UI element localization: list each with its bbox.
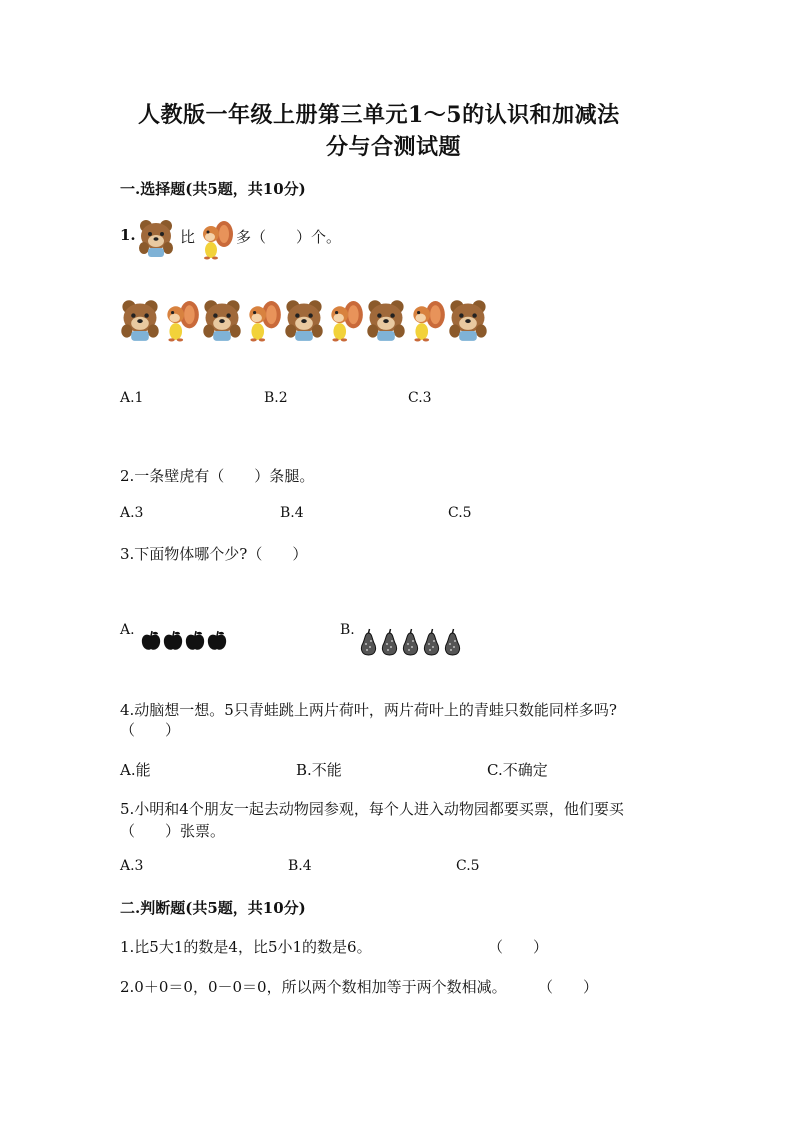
question-2-option-c[interactable]: C.5 bbox=[448, 505, 472, 521]
question-4-text-line1: 4.动脑想一想。5只青蛙跳上两片荷叶，两片荷叶上的青蛙只数能同样多吗? bbox=[120, 701, 617, 719]
question-1-picture-row bbox=[120, 302, 510, 346]
question-5-text-line2: （ ）张票。 bbox=[120, 822, 226, 840]
question-1-number: 1. bbox=[120, 226, 136, 244]
question-2-option-a[interactable]: A.3 bbox=[120, 505, 144, 521]
bear-image bbox=[448, 298, 488, 346]
squirrel-image bbox=[326, 300, 364, 346]
question-5-option-c[interactable]: C.5 bbox=[456, 858, 480, 874]
judgement-1-text: 1.比5大1的数是4，比5小1的数是6。 bbox=[120, 938, 372, 956]
question-4-text-line2: （ ） bbox=[120, 721, 181, 739]
pear-icon bbox=[358, 628, 379, 660]
apple-icon bbox=[162, 630, 184, 656]
pear-icon bbox=[442, 628, 463, 660]
question-2-option-b[interactable]: B.4 bbox=[280, 505, 304, 521]
question-4-option-b[interactable]: B.不能 bbox=[296, 761, 342, 779]
squirrel-image bbox=[198, 220, 234, 260]
bear-image bbox=[202, 298, 242, 346]
question-1-rest: 多（ ）个。 bbox=[236, 228, 342, 246]
page-title-line1: 人教版一年级上册第三单元1～5的认识和加减法 bbox=[138, 102, 620, 128]
judgement-1-blank[interactable]: （ ） bbox=[488, 938, 549, 956]
squirrel-image bbox=[162, 300, 200, 346]
apple-icon bbox=[140, 630, 162, 656]
judgement-2-blank[interactable]: （ ） bbox=[538, 978, 599, 996]
bear-image bbox=[366, 298, 406, 346]
pear-icon bbox=[421, 628, 442, 660]
bear-image bbox=[138, 218, 174, 258]
question-3-option-a[interactable]: A. bbox=[120, 622, 135, 638]
question-5-option-a[interactable]: A.3 bbox=[120, 858, 144, 874]
squirrel-image bbox=[408, 300, 446, 346]
section-heading-choice: 一.选择题(共5题，共10分) bbox=[120, 180, 306, 198]
question-1-option-b[interactable]: B.2 bbox=[264, 390, 288, 406]
question-3-option-b[interactable]: B. bbox=[340, 622, 355, 638]
question-4-option-a[interactable]: A.能 bbox=[120, 761, 151, 779]
bear-image bbox=[284, 298, 324, 346]
question-4-option-c[interactable]: C.不确定 bbox=[487, 761, 548, 779]
apple-icon bbox=[206, 630, 228, 656]
apple-icon bbox=[184, 630, 206, 656]
question-2-text: 2.一条壁虎有（ ）条腿。 bbox=[120, 467, 315, 485]
question-1-word-bi: 比 bbox=[180, 228, 196, 246]
pear-group bbox=[358, 628, 468, 658]
question-3-text: 3.下面物体哪个少?（ ） bbox=[120, 545, 308, 563]
pear-icon bbox=[379, 628, 400, 660]
question-5-option-b[interactable]: B.4 bbox=[288, 858, 312, 874]
pear-icon bbox=[400, 628, 421, 660]
judgement-2-text: 2.0＋0＝0，0－0＝0，所以两个数相加等于两个数相减。 bbox=[120, 978, 507, 996]
section-heading-judgement: 二.判断题(共5题，共10分) bbox=[120, 899, 306, 917]
squirrel-image bbox=[244, 300, 282, 346]
page-title-line2: 分与合测试题 bbox=[326, 134, 462, 160]
question-1-option-a[interactable]: A.1 bbox=[120, 390, 144, 406]
bear-image bbox=[120, 298, 160, 346]
question-1-option-c[interactable]: C.3 bbox=[408, 390, 432, 406]
apple-group bbox=[140, 630, 240, 656]
question-5-text-line1: 5.小明和4个朋友一起去动物园参观，每个人进入动物园都要买票，他们要买 bbox=[120, 800, 624, 818]
